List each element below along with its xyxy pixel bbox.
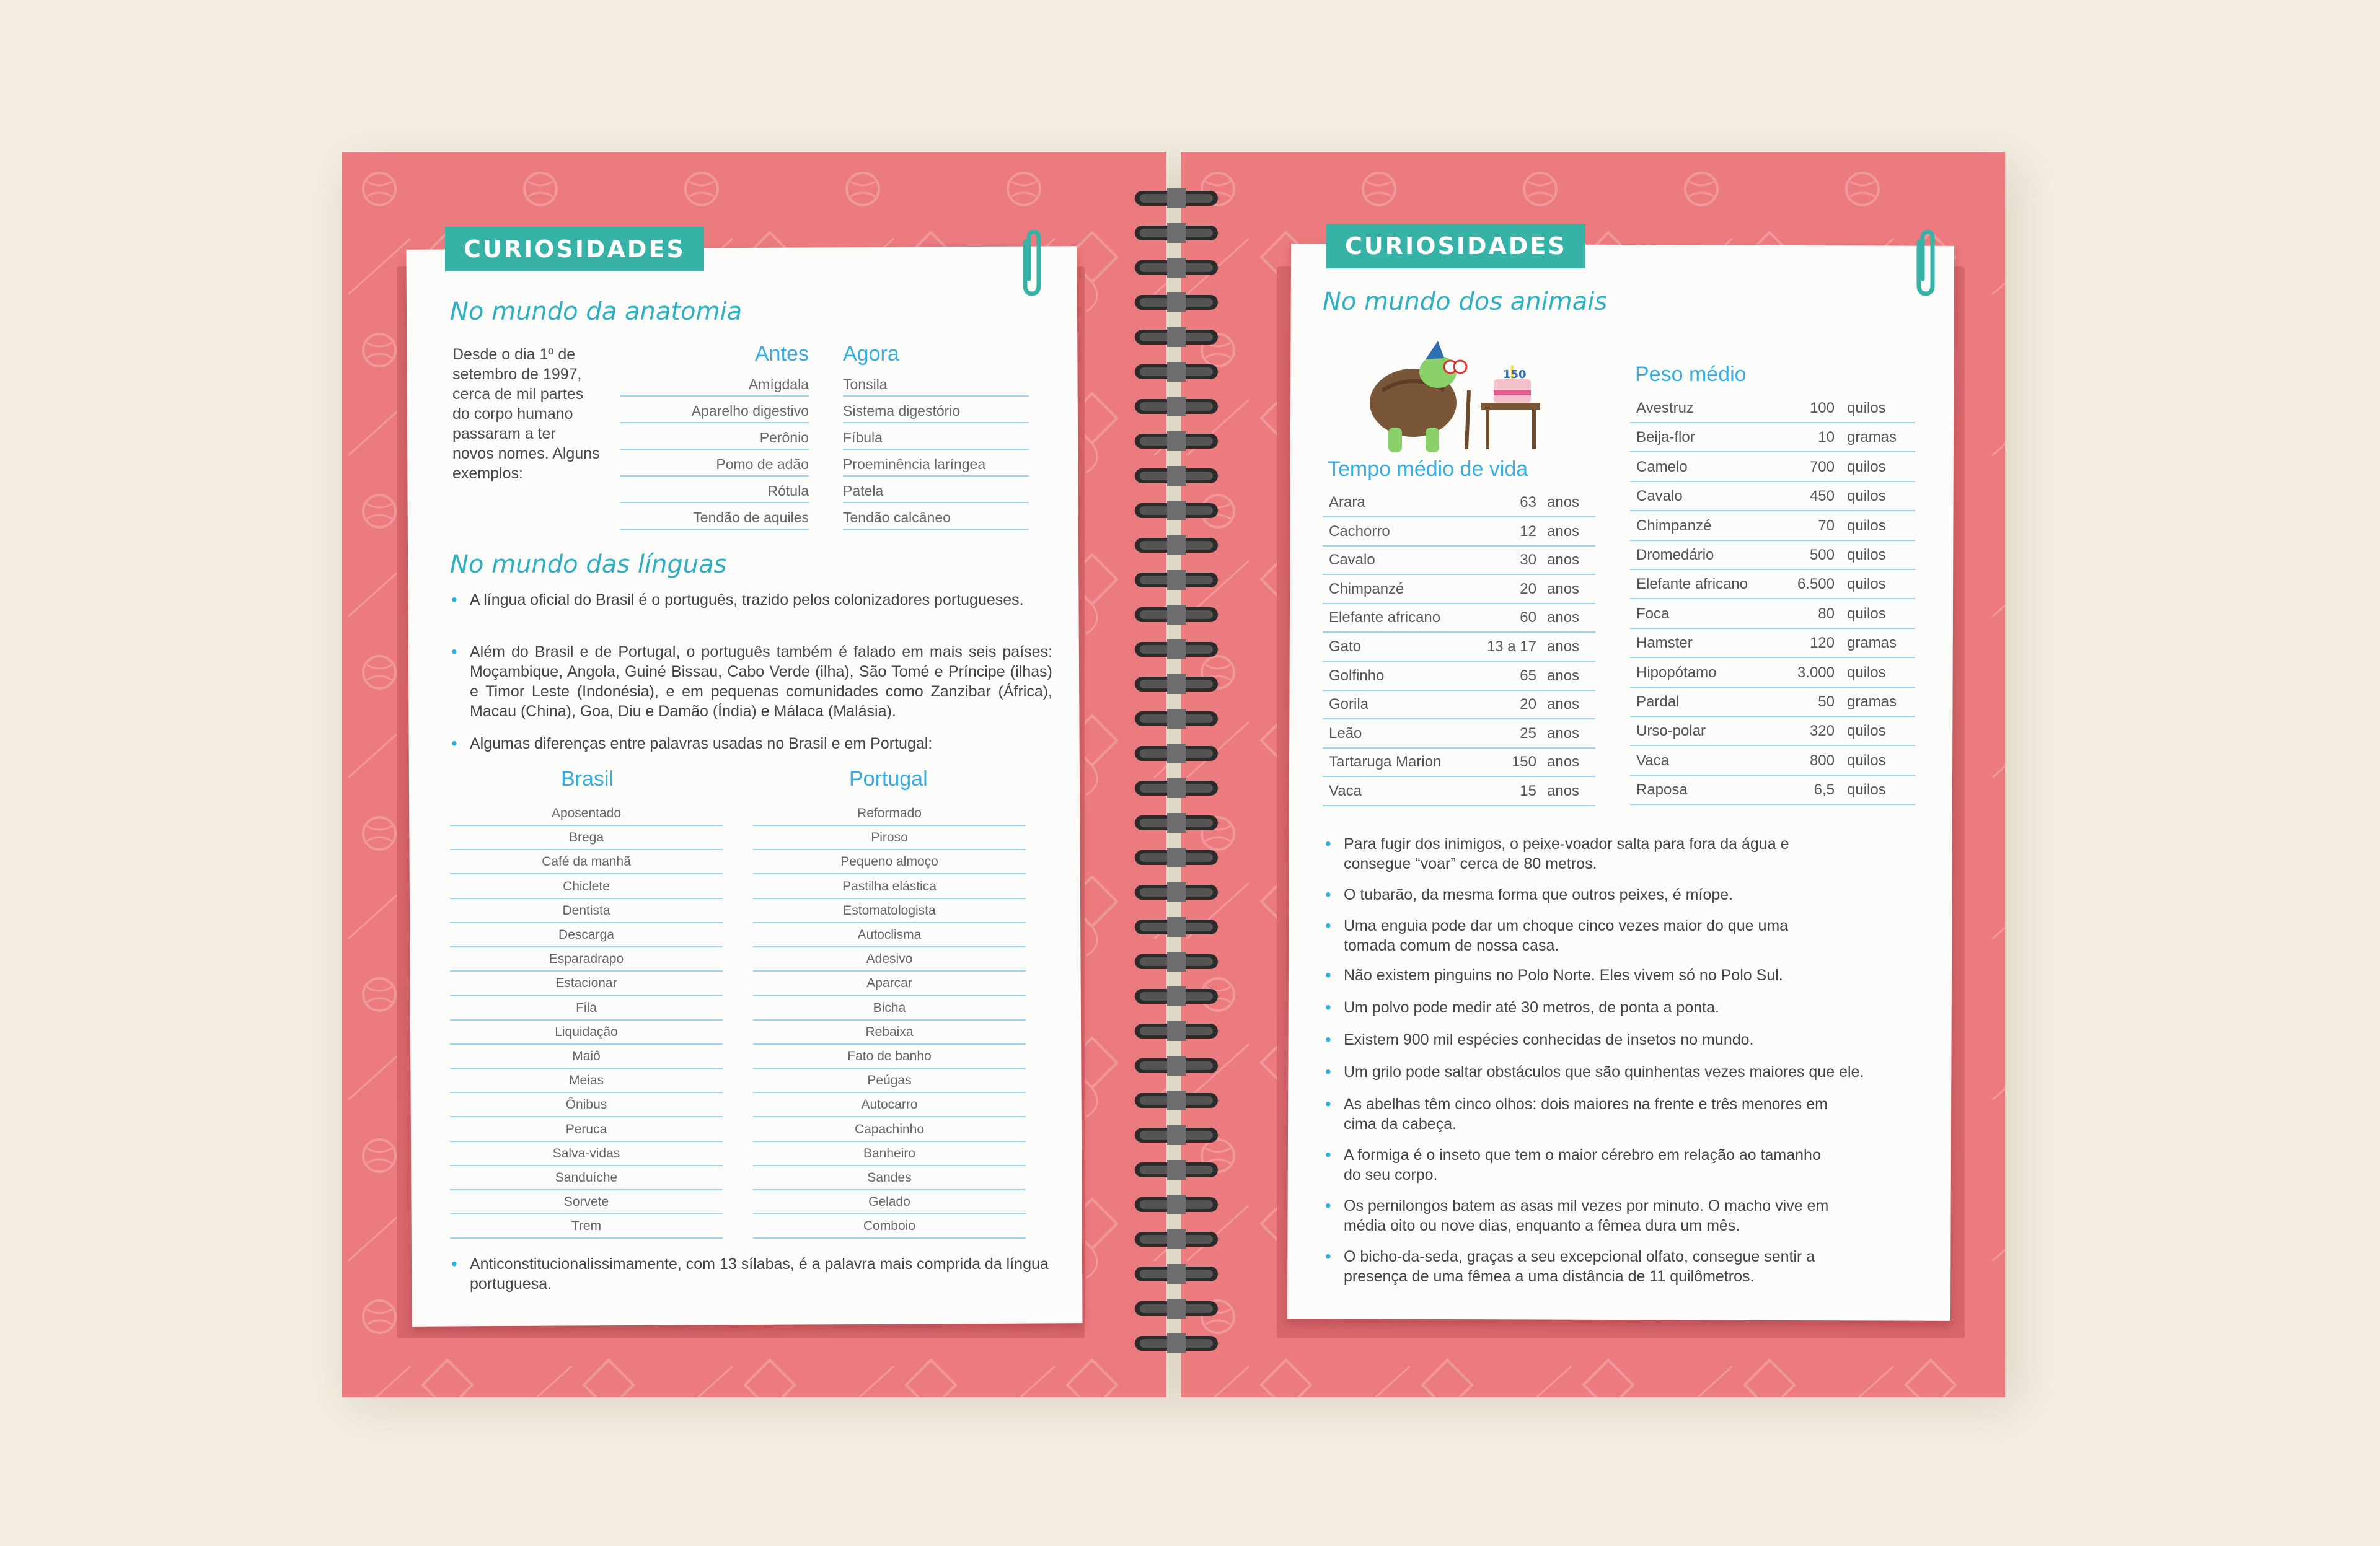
weight-title: Peso médio <box>1635 362 1747 386</box>
weight-value: 320 <box>1809 722 1835 740</box>
weight-unit: gramas <box>1847 693 1897 710</box>
weight-value: 500 <box>1809 547 1835 563</box>
weight-unit: quilos <box>1847 517 1886 534</box>
lifespan-animal: Elefante africano <box>1329 609 1441 626</box>
weight-row <box>1630 541 1915 570</box>
paperclip-icon <box>1016 229 1047 297</box>
word-portugal: Peúgas <box>753 1069 1026 1093</box>
weight-unit: quilos <box>1847 488 1886 505</box>
word-portugal: Fato de banho <box>753 1045 1026 1069</box>
word-brasil: Sanduíche <box>450 1166 723 1190</box>
anatomy-now: Sistema digestório <box>843 398 1029 423</box>
word-portugal: Autoclisma <box>753 923 1026 947</box>
word-brasil: Estacionar <box>450 972 723 996</box>
word-portugal: Pastilha elástica <box>753 875 1026 899</box>
word-portugal: Adesivo <box>753 947 1026 972</box>
word-portugal: Capachinho <box>753 1118 1026 1142</box>
spiral-ring <box>1131 1296 1222 1321</box>
word-brasil: Café da manhã <box>450 850 723 874</box>
lifespan-row <box>1323 575 1595 604</box>
spiral-ring <box>1131 533 1222 558</box>
lifespan-value: 30 <box>1520 551 1536 569</box>
lifespan-row <box>1323 546 1595 575</box>
lifespan-animal: Gato <box>1329 638 1362 655</box>
anatomy-now: Fíbula <box>843 425 1029 450</box>
spiral-ring <box>1131 949 1222 974</box>
spiral-ring <box>1131 1088 1222 1113</box>
languages-bullet-4: • Anticonstitucionalissimamente, com 13 sílabas, é a palavra mais comprida da língua portuguesa. <box>451 1254 1059 1294</box>
lifespan-unit: anos <box>1547 580 1580 597</box>
spiral-ring <box>1131 325 1222 349</box>
spiral-ring <box>1131 463 1222 488</box>
spiral-ring <box>1131 1331 1222 1356</box>
weight-animal: Beija-flor <box>1636 429 1695 446</box>
animal-fact: • Uma enguia pode dar um choque cinco vezes maior do que uma tomada comum de nossa casa. <box>1325 916 1840 955</box>
spiral-ring <box>1131 359 1222 384</box>
anatomy-before: Pomo de adão <box>620 452 809 477</box>
anatomy-before: Aparelho digestivo <box>620 398 809 423</box>
curiosidades-tag: CURIOSIDADES <box>1326 224 1585 268</box>
word-brasil: Sorvete <box>450 1190 723 1214</box>
weight-unit: quilos <box>1847 458 1886 475</box>
weight-row <box>1630 659 1915 688</box>
word-portugal: Gelado <box>753 1190 1026 1214</box>
col-portugal: Portugal <box>849 767 928 791</box>
anatomy-heading: No mundo da anatomia <box>450 297 743 326</box>
weight-unit: quilos <box>1847 722 1886 740</box>
weight-animal: Chimpanzé <box>1636 517 1712 534</box>
weight-value: 70 <box>1818 517 1835 534</box>
lifespan-value: 63 <box>1520 494 1536 511</box>
spiral-ring <box>1131 498 1222 523</box>
col-antes: Antes <box>755 342 809 366</box>
lifespan-value: 60 <box>1520 609 1536 626</box>
weight-unit: quilos <box>1847 752 1886 769</box>
weight-value: 6,5 <box>1814 781 1835 799</box>
lifespan-value: 13 a 17 <box>1486 638 1536 655</box>
anatomy-now: Proeminência laríngea <box>843 452 1029 477</box>
spiral-ring <box>1131 1227 1222 1252</box>
anatomy-intro: Desde o dia 1º de setembro de 1997, cerca de mil partes do corpo humano passaram a ter novos nomes. Alguns exemplos: <box>452 346 600 482</box>
word-portugal: Aparcar <box>753 972 1026 996</box>
lifespan-value: 25 <box>1520 724 1536 742</box>
spiral-ring <box>1131 602 1222 627</box>
lifespan-animal: Cavalo <box>1329 551 1375 569</box>
weight-animal: Avestruz <box>1636 400 1694 416</box>
weight-value: 800 <box>1809 752 1835 769</box>
anatomy-now: Tonsila <box>843 372 1029 397</box>
anatomy-before: Rótula <box>620 478 809 503</box>
paperclip-icon <box>1910 229 1941 297</box>
lifespan-animal: Cachorro <box>1329 522 1390 540</box>
spiral-ring <box>1131 672 1222 696</box>
lifespan-value: 65 <box>1520 667 1536 684</box>
weight-row <box>1630 776 1915 805</box>
weight-animal: Urso-polar <box>1636 722 1706 740</box>
weight-animal: Elefante africano <box>1636 576 1748 593</box>
word-brasil: Chiclete <box>450 875 723 899</box>
lifespan-unit: anos <box>1547 696 1580 713</box>
weight-animal: Dromedário <box>1636 547 1714 563</box>
weight-animal: Raposa <box>1636 781 1688 799</box>
lifespan-value: 15 <box>1520 783 1536 799</box>
weight-animal: Vaca <box>1636 752 1669 769</box>
weight-row <box>1630 747 1915 776</box>
anatomy-before: Perônio <box>620 425 809 450</box>
lifespan-animal: Leão <box>1329 724 1362 742</box>
lifespan-animal: Tartaruga Marion <box>1329 753 1442 771</box>
lifespan-row <box>1323 604 1595 633</box>
lifespan-row <box>1323 719 1595 749</box>
spiral-ring <box>1131 637 1222 662</box>
languages-bullet-2: • Além do Brasil e de Portugal, o português também é falado em mais seis países: Moçambique, Angola, Guiné Bissau, Cabo Verde (ilha), São Tomé e Príncipe (ilhas) e Timor Leste (Indonésia), e em pequenas comunidades como Zanzibar (África), Macau (China), Goa, Diu e Damão (Índia) e Málaca (Malásia). <box>451 642 1052 721</box>
lifespan-animal: Vaca <box>1329 783 1362 799</box>
word-brasil: Dentista <box>450 899 723 923</box>
lifespan-animal: Gorila <box>1329 696 1369 713</box>
weight-unit: quilos <box>1847 781 1886 799</box>
spiral-ring <box>1131 1157 1222 1182</box>
turtle-birthday-illustration <box>1345 335 1543 459</box>
word-brasil: Brega <box>450 826 723 850</box>
animals-heading: No mundo dos animais <box>1323 288 1608 316</box>
weight-row <box>1630 423 1915 452</box>
weight-value: 6.500 <box>1797 576 1835 593</box>
word-brasil: Trem <box>450 1214 723 1239</box>
weight-unit: quilos <box>1847 576 1886 593</box>
animal-fact: • O bicho-da-seda, graças a seu excepcional olfato, consegue sentir a presença de uma fêmea a uma distância de 11 quilômetros. <box>1325 1247 1840 1286</box>
lifespan-title: Tempo médio de vida <box>1328 457 1528 481</box>
word-portugal: Rebaixa <box>753 1021 1026 1045</box>
lifespan-value: 20 <box>1520 696 1536 713</box>
weight-value: 450 <box>1809 488 1835 505</box>
word-brasil: Liquidação <box>450 1021 723 1045</box>
spiral-ring <box>1131 1123 1222 1148</box>
word-brasil: Peruca <box>450 1118 723 1142</box>
weight-row <box>1630 688 1915 717</box>
weight-unit: quilos <box>1847 400 1886 416</box>
animal-fact: • Os pernilongos batem as asas mil vezes por minuto. O macho vive em média oito ou nove dias, enquanto a fêmea dura um mês. <box>1325 1196 1840 1236</box>
weight-value: 80 <box>1818 605 1835 622</box>
lifespan-unit: anos <box>1547 753 1580 771</box>
anatomy-before: Tendão de aquiles <box>620 505 809 530</box>
lifespan-unit: anos <box>1547 667 1580 684</box>
word-portugal: Autocarro <box>753 1093 1026 1117</box>
col-brasil: Brasil <box>561 767 614 791</box>
spiral-binding <box>1131 186 1222 1369</box>
lifespan-unit: anos <box>1547 551 1580 569</box>
lifespan-animal: Arara <box>1329 494 1365 511</box>
weight-animal: Camelo <box>1636 458 1688 475</box>
curiosidades-tag: CURIOSIDADES <box>445 227 704 271</box>
spiral-ring <box>1131 915 1222 939</box>
lifespan-unit: anos <box>1547 522 1580 540</box>
lifespan-unit: anos <box>1547 494 1580 511</box>
word-brasil: Salva-vidas <box>450 1142 723 1166</box>
weight-animal: Pardal <box>1636 693 1680 710</box>
spiral-ring <box>1131 568 1222 592</box>
weight-unit: quilos <box>1847 547 1886 563</box>
spiral-ring <box>1131 186 1222 211</box>
weight-row <box>1630 482 1915 511</box>
animal-fact: • Um grilo pode saltar obstáculos que são quinhentas vezes maiores que ele. <box>1325 1062 1939 1082</box>
word-portugal: Piroso <box>753 826 1026 850</box>
weight-value: 3.000 <box>1797 664 1835 681</box>
weight-animal: Cavalo <box>1636 488 1683 505</box>
spiral-ring <box>1131 1192 1222 1217</box>
lifespan-row <box>1323 748 1595 777</box>
weight-unit: gramas <box>1847 429 1897 446</box>
spiral-ring <box>1131 394 1222 419</box>
animal-fact: • Para fugir dos inimigos, o peixe-voador salta para fora da água e consegue “voar” cerca de 80 metros. <box>1325 834 1840 874</box>
spiral-ring <box>1131 255 1222 280</box>
lifespan-row <box>1323 662 1595 691</box>
anatomy-now: Patela <box>843 478 1029 503</box>
word-brasil: Fila <box>450 996 723 1021</box>
lifespan-row <box>1323 488 1595 517</box>
languages-bullet-1: • A língua oficial do Brasil é o português, trazido pelos colonizadores portugueses. <box>451 590 1052 610</box>
spiral-ring <box>1131 1262 1222 1286</box>
word-brasil: Maiô <box>450 1045 723 1069</box>
word-brasil: Esparadrapo <box>450 947 723 972</box>
lifespan-row <box>1323 690 1595 719</box>
weight-animal: Hipopótamo <box>1636 664 1717 681</box>
languages-heading: No mundo das línguas <box>450 550 727 579</box>
weight-row <box>1630 717 1915 746</box>
anatomy-before: Amígdala <box>620 372 809 397</box>
word-portugal: Reformado <box>753 802 1026 826</box>
lifespan-unit: anos <box>1547 638 1580 655</box>
word-brasil: Descarga <box>450 923 723 947</box>
spiral-ring <box>1131 741 1222 766</box>
lifespan-value: 20 <box>1520 580 1536 597</box>
spiral-ring <box>1131 880 1222 905</box>
word-brasil: Ônibus <box>450 1093 723 1117</box>
languages-bullet-3: • Algumas diferenças entre palavras usadas no Brasil e em Portugal: <box>451 734 1052 753</box>
animal-fact: • Não existem pinguins no Polo Norte. Eles vivem só no Polo Sul. <box>1325 965 1939 985</box>
lifespan-row <box>1323 633 1595 662</box>
spiral-ring <box>1131 290 1222 315</box>
weight-unit: gramas <box>1847 635 1897 652</box>
lifespan-row <box>1323 777 1595 806</box>
weight-row <box>1630 629 1915 658</box>
lifespan-value: 150 <box>1511 753 1536 771</box>
spiral-ring <box>1131 706 1222 731</box>
animal-fact: • Um polvo pode medir até 30 metros, de ponta a ponta. <box>1325 998 1939 1017</box>
word-portugal: Pequeno almoço <box>753 850 1026 874</box>
spiral-ring <box>1131 221 1222 245</box>
cake-number: 150 <box>1503 368 1527 381</box>
weight-row <box>1630 600 1915 629</box>
weight-unit: quilos <box>1847 605 1886 622</box>
weight-row <box>1630 570 1915 599</box>
spiral-ring <box>1131 845 1222 870</box>
weight-value: 700 <box>1809 458 1835 475</box>
weight-unit: quilos <box>1847 664 1886 681</box>
spiral-ring <box>1131 1019 1222 1043</box>
word-portugal: Comboio <box>753 1214 1026 1239</box>
animal-fact: • O tubarão, da mesma forma que outros peixes, é míope. <box>1325 885 1939 905</box>
lifespan-value: 12 <box>1520 522 1536 540</box>
word-portugal: Estomatologista <box>753 899 1026 923</box>
weight-row <box>1630 394 1915 423</box>
lifespan-unit: anos <box>1547 724 1580 742</box>
weight-row <box>1630 453 1915 482</box>
weight-animal: Hamster <box>1636 635 1693 652</box>
weight-value: 10 <box>1818 429 1835 446</box>
spiral-ring <box>1131 1053 1222 1078</box>
animal-fact: • Existem 900 mil espécies conhecidas de insetos no mundo. <box>1325 1030 1939 1050</box>
spiral-ring <box>1131 776 1222 801</box>
word-portugal: Sandes <box>753 1166 1026 1190</box>
weight-value: 50 <box>1818 693 1835 710</box>
word-brasil: Meias <box>450 1069 723 1093</box>
lifespan-animal: Chimpanzé <box>1329 580 1404 597</box>
word-portugal: Banheiro <box>753 1142 1026 1166</box>
weight-value: 100 <box>1809 400 1835 416</box>
weight-row <box>1630 512 1915 541</box>
word-brasil: Aposentado <box>450 802 723 826</box>
lifespan-unit: anos <box>1547 783 1580 799</box>
weight-value: 120 <box>1809 635 1835 652</box>
weight-animal: Foca <box>1636 605 1670 622</box>
spiral-ring <box>1131 984 1222 1009</box>
animal-fact: • A formiga é o inseto que tem o maior cérebro em relação ao tamanho do seu corpo. <box>1325 1145 1840 1185</box>
lifespan-animal: Golfinho <box>1329 667 1385 684</box>
word-portugal: Bicha <box>753 996 1026 1021</box>
lifespan-row <box>1323 517 1595 547</box>
spiral-ring <box>1131 810 1222 835</box>
col-agora: Agora <box>843 342 899 366</box>
anatomy-now: Tendão calcâneo <box>843 505 1029 530</box>
animal-fact: • As abelhas têm cinco olhos: dois maiores na frente e três menores em cima da cabeça. <box>1325 1094 1840 1134</box>
lifespan-unit: anos <box>1547 609 1580 626</box>
spiral-ring <box>1131 429 1222 454</box>
